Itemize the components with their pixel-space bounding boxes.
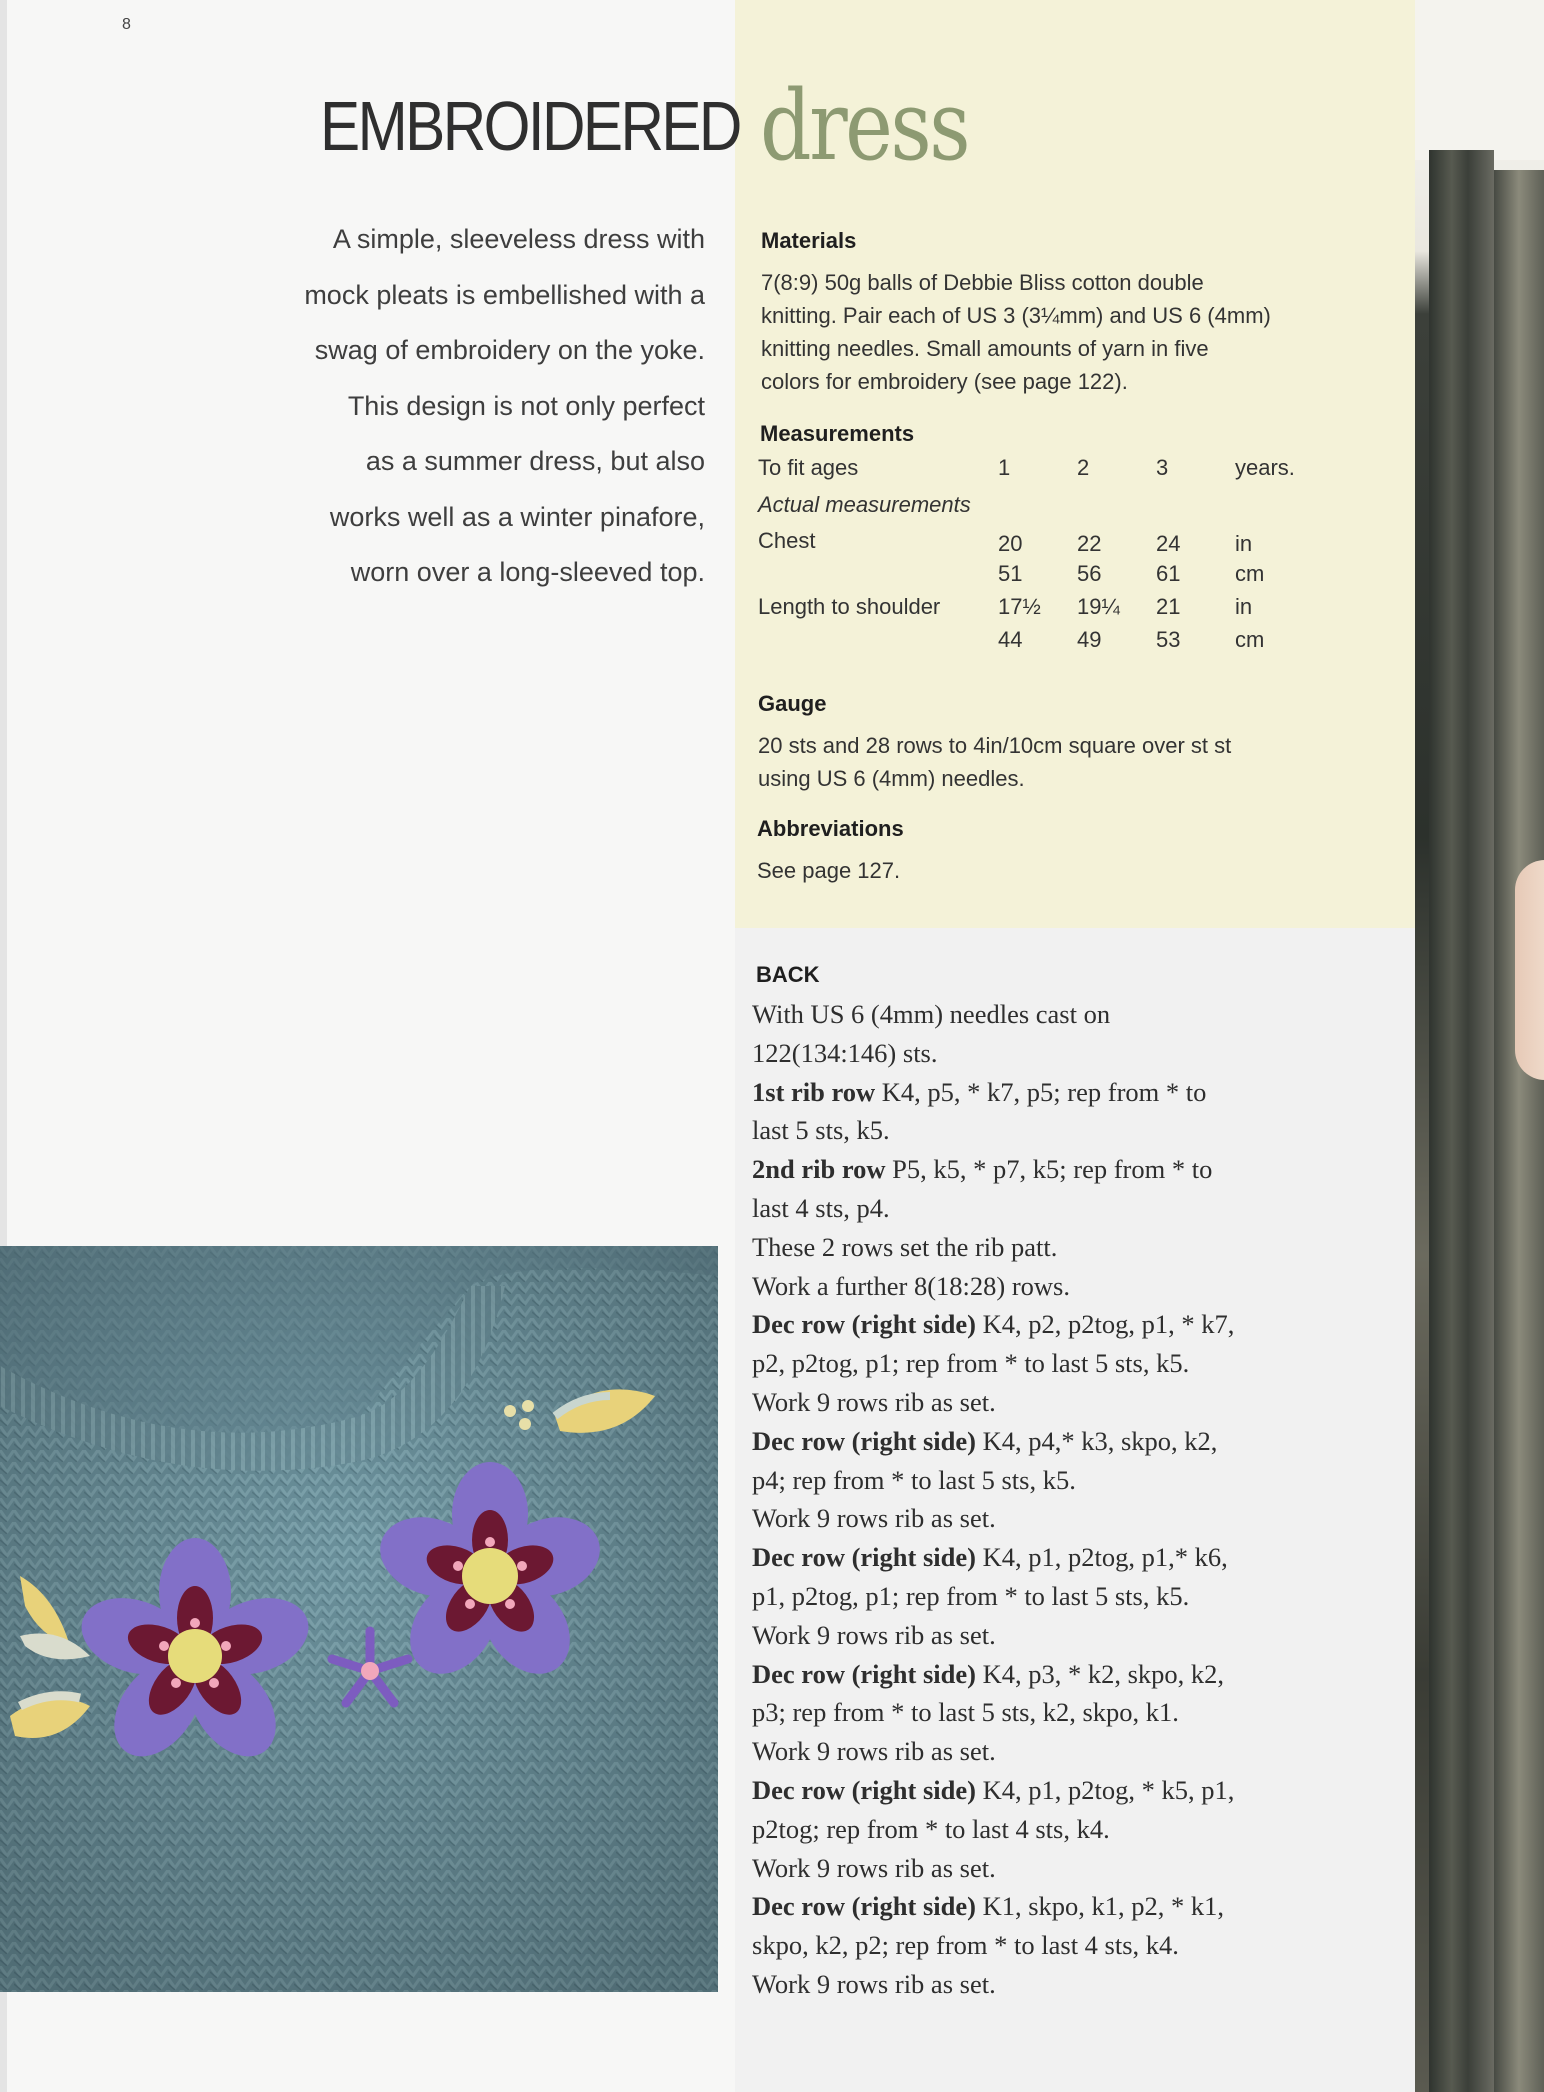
cell: 53 — [1156, 627, 1181, 652]
cell: 2 — [1077, 455, 1090, 480]
instruction-line — [752, 1461, 1372, 1500]
intro-line: A simple, sleeveless dress with — [332, 224, 705, 254]
cell: in — [1235, 594, 1253, 619]
page-title-right: dress — [760, 70, 969, 182]
page-title-left: EMBROIDERED — [320, 87, 740, 165]
row-text: K4, p2, p2tog, p1, * k7, — [975, 1309, 1235, 1340]
instruction-line — [752, 1849, 1372, 1888]
materials-line: 7(8:9) 50g balls of Debbie Bliss cotton double — [761, 270, 1204, 295]
french-knot — [504, 1405, 516, 1417]
knit-photo-svg — [0, 1246, 718, 1992]
instruction-line — [752, 1538, 1372, 1577]
row-text: K1, skpo, k1, p2, * k1, — [975, 1891, 1225, 1922]
row-text: Work 9 rows rib as set. — [752, 1852, 996, 1883]
intro-line: worn over a long-sleeved top. — [350, 557, 705, 587]
page-number: 8 — [122, 16, 131, 33]
cell: 19¼ — [1077, 594, 1120, 619]
wood-post — [1429, 150, 1494, 2092]
instruction-line — [752, 1732, 1372, 1771]
instruction-line — [752, 1383, 1372, 1422]
row-text: p4; rep from * to last 5 sts, k5. — [752, 1464, 1076, 1495]
cell: Actual measurements — [758, 492, 971, 517]
row-label: 2nd rib row — [752, 1154, 886, 1185]
row-label: Dec row (right side) — [752, 1891, 976, 1922]
instruction-line — [752, 995, 1372, 1034]
row-label: Dec row (right side) — [752, 1774, 976, 1805]
row-text: K4, p4,* k3, skpo, k2, — [975, 1425, 1218, 1456]
row-label: Dec row (right side) — [752, 1542, 976, 1573]
row-text: K4, p5, * k7, p5; rep from * to — [875, 1076, 1207, 1107]
abbreviations-heading: Abbreviations — [757, 816, 904, 841]
instruction-line — [752, 1771, 1372, 1810]
instruction-line — [752, 1073, 1372, 1112]
row-text: p1, p2tog, p1; rep from * to last 5 sts, k5. — [752, 1580, 1190, 1611]
materials-line: knitting needles. Small amounts of yarn in five — [761, 336, 1209, 361]
cell: cm — [1235, 627, 1265, 652]
french-knot — [522, 1400, 534, 1412]
row-text: With US 6 (4mm) needles cast on — [752, 999, 1111, 1029]
back-instructions — [752, 995, 1372, 2004]
abbreviations-text: See page 127. — [757, 858, 901, 883]
row-text: Work 9 rows rib as set. — [752, 1968, 996, 1999]
row-text: last 5 sts, k5. — [752, 1115, 890, 1146]
cell: 22 — [1077, 531, 1102, 556]
instruction-line — [752, 1616, 1372, 1655]
row-label: Dec row (right side) — [752, 1309, 976, 1340]
instruction-line — [752, 1926, 1372, 1965]
gauge-text — [758, 729, 1231, 795]
cell: 17½ — [998, 594, 1041, 619]
cell: Length to shoulder — [758, 594, 941, 619]
cell: Chest — [758, 528, 816, 553]
side-photo — [1415, 0, 1544, 2092]
instruction-line — [752, 1344, 1372, 1383]
cell: years. — [1235, 455, 1295, 480]
gauge-line: 20 sts and 28 rows to 4in/10cm square over st st — [758, 733, 1232, 758]
row-text: Work a further 8(18:28) rows. — [752, 1270, 1070, 1301]
instruction-line — [752, 1655, 1372, 1694]
instruction-line — [752, 1693, 1372, 1732]
row-text: Work 9 rows rib as set. — [752, 1503, 996, 1534]
intro-line: mock pleats is embellished with a — [304, 279, 705, 310]
row-text: Work 9 rows rib as set. — [752, 1386, 996, 1417]
intro-text — [200, 212, 705, 601]
materials-heading: Materials — [761, 228, 857, 253]
intro-line: works well as a winter pinafore, — [329, 501, 705, 532]
row-label: Dec row (right side) — [752, 1658, 976, 1689]
cell: 21 — [1156, 594, 1181, 619]
row-text: These 2 rows set the rib patt. — [752, 1231, 1058, 1262]
materials-text — [761, 266, 1271, 398]
row-text: Work 9 rows rib as set. — [752, 1619, 996, 1650]
instruction-line — [752, 1887, 1372, 1926]
row-label: Dec row (right side) — [752, 1425, 976, 1456]
hand-shape — [1515, 860, 1544, 1080]
cell: 56 — [1077, 561, 1102, 586]
row-text: P5, k5, * p7, k5; rep from * to — [885, 1154, 1213, 1185]
instruction-line — [752, 1189, 1372, 1228]
gauge-heading: Gauge — [758, 691, 827, 716]
row-text: p3; rep from * to last 5 sts, k2, skpo, k1. — [752, 1697, 1179, 1728]
cell: cm — [1235, 561, 1265, 586]
instruction-line — [752, 1267, 1372, 1306]
cell: 20 — [998, 531, 1023, 556]
materials-line: colors for embroidery (see page 122). — [761, 369, 1128, 394]
instruction-line — [752, 1499, 1372, 1538]
row-text: 122(134:146) sts. — [752, 1037, 938, 1068]
instruction-line — [752, 1810, 1372, 1849]
row-text: K4, p1, p2tog, p1,* k6, — [975, 1542, 1228, 1573]
instruction-line — [752, 1034, 1372, 1073]
row-text: K4, p3, * k2, skpo, k2, — [975, 1658, 1225, 1689]
row-label: 1st rib row — [752, 1076, 876, 1107]
instruction-line — [752, 1965, 1372, 2004]
instruction-line — [752, 1228, 1372, 1267]
row-text: Work 9 rows rib as set. — [752, 1736, 996, 1767]
knit-photo — [0, 1246, 718, 1992]
measurements-heading: Measurements — [760, 421, 915, 446]
cell: 24 — [1156, 531, 1181, 556]
instruction-line — [752, 1422, 1372, 1461]
instruction-line — [752, 1305, 1372, 1344]
instruction-line — [752, 1150, 1372, 1189]
intro-line: as a summer dress, but also — [365, 446, 705, 476]
row-text: skpo, k2, p2; rep from * to last 4 sts, k4. — [752, 1930, 1179, 1961]
gauge-line: using US 6 (4mm) needles. — [758, 766, 1025, 791]
cell: 51 — [998, 561, 1023, 586]
french-knot — [519, 1418, 531, 1430]
cell: 49 — [1077, 627, 1102, 652]
row-text: p2tog; rep from * to last 4 sts, k4. — [752, 1813, 1110, 1844]
row-text: p2, p2tog, p1; rep from * to last 5 sts, k5. — [752, 1348, 1190, 1379]
row-text: last 4 sts, p4. — [752, 1192, 890, 1223]
intro-line: swag of embroidery on the yoke. — [314, 335, 705, 365]
row-text: K4, p1, p2tog, * k5, p1, — [975, 1774, 1235, 1805]
cell: 3 — [1156, 455, 1169, 480]
instruction-line — [752, 1577, 1372, 1616]
instruction-line — [752, 1111, 1372, 1150]
cell: in — [1235, 531, 1253, 556]
wood-post-edge — [1494, 170, 1544, 2092]
back-heading: BACK — [756, 962, 820, 987]
intro-line: This design is not only perfect — [347, 390, 705, 421]
cell: 44 — [998, 627, 1023, 652]
cell: 61 — [1156, 561, 1181, 586]
materials-line: knitting. Pair each of US 3 (3¼mm) and US 6 (4mm) — [761, 303, 1271, 328]
cell: To fit ages — [758, 455, 859, 480]
cell: 1 — [998, 455, 1011, 480]
